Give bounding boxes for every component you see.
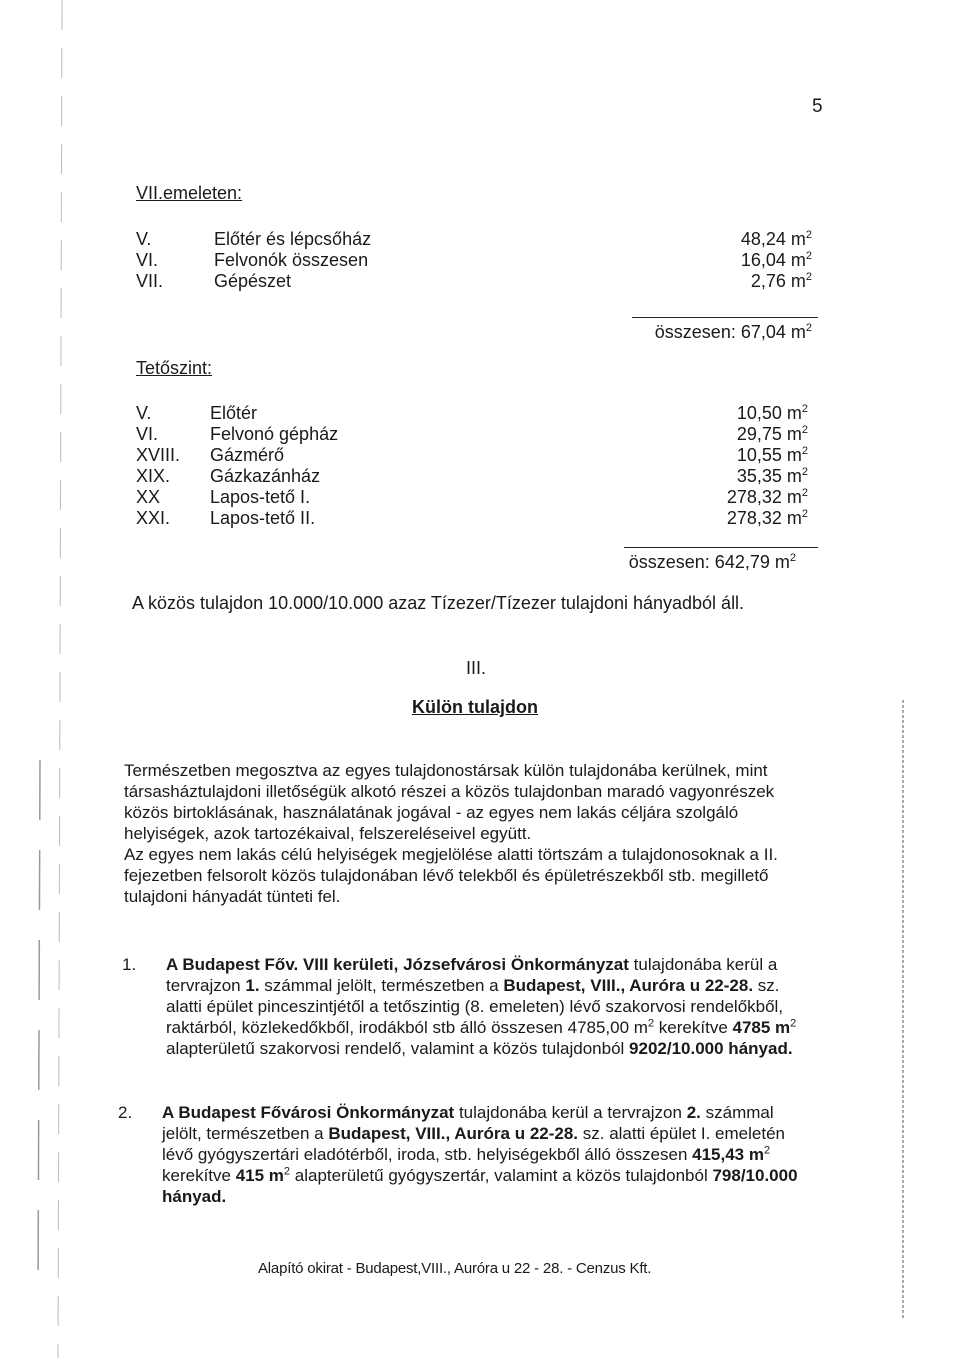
body-paragraph [124, 760, 810, 907]
ownership-item [118, 1102, 812, 1212]
floor7-total: összesen: 67,04 $m^2$ [654, 322, 812, 342]
scan-edge-artifact [0, 0, 70, 1358]
row-value: 2,76 $m^2$ [750, 271, 812, 291]
page-number: 5 [812, 96, 823, 117]
row-value: 35,35 $m^2$ [736, 466, 808, 486]
ownership-item [122, 954, 812, 1084]
page-footer: Alapító okirat - Budapest,VIII., Auróra u 22 - 28. - Cenzus Kft. [258, 1260, 652, 1277]
row-name: Lapos-tető II. [210, 508, 316, 528]
row-value: 48,24 $m^2$ [740, 229, 812, 249]
floor7-title: VII.emeleten: [136, 183, 243, 203]
roof-title: Tetőszint: [136, 358, 213, 378]
row-value: 29,75 $m^2$ [736, 424, 808, 444]
row-number: V. [136, 229, 152, 249]
row-number: XIX. [136, 466, 171, 486]
row-number: VII. [136, 271, 164, 291]
row-value: 278,32 $m^2$ [726, 508, 808, 528]
row-number: XXI. [136, 508, 171, 528]
section-number: III. [466, 658, 487, 678]
item-text: A Budapest Fővárosi Önkormányzat tulajdonába kerül a tervrajzon 2. számmal jelölt, természetben a Budapest, VIII., Auróra u 22-28. sz. alatti épület I. emeletén lévő gyógyszertári eladótérből, iroda, stb. helyiségekből álló összesen 415,43 $m^2$ kerekítve 415 $m^2$ alapterületű gyógyszertár, valamint a közös tulajdonból 798/10.000 hányad. [162, 1103, 798, 1206]
row-name: Gázmérő [210, 445, 285, 465]
row-name: Gépészet [214, 271, 292, 291]
row-number: VI. [136, 250, 159, 270]
row-name: Előtér [210, 403, 258, 423]
row-number: V. [136, 403, 152, 423]
row-name: Felvonók összesen [214, 250, 369, 270]
section-heading: Külön tulajdon [412, 697, 538, 717]
total-rule [632, 317, 818, 318]
row-name: Gázkazánház [210, 466, 321, 486]
row-value: 10,50 $m^2$ [736, 403, 808, 423]
row-number: XVIII. [136, 445, 181, 465]
paragraph-text: Természetben megosztva az egyes tulajdonostársak külön tulajdonába kerülnek, mint társasháztulajdoni illetőségük alkotó részei a közös tulajdonban maradó vagyonrészek közös birtoklásának, használatának jogával - az egyes nem lakás céljára szolgáló helyiségek, azok tartozékaival, felszereléseivel együtt. [124, 761, 775, 843]
item-marker: 2. [118, 1103, 133, 1122]
row-number: XX [136, 487, 161, 507]
scan-edge-artifact [898, 700, 908, 1320]
row-name: Előtér és lépcsőház [214, 229, 372, 249]
item-text: A Budapest Főv. VIII kerületi, Józsefvárosi Önkormányzat tulajdonába kerül a tervrajzon 1. számmal jelölt, természetben a Budapest, VIII., Auróra u 22-28. sz. alatti épület pinceszintjétől a tetőszintig (8. emeleten) lévő szakorvosi rendelőkből, raktárból, közlekedőkből, irodákból stb álló összesen 4785,00 $m^2$ kerekítve 4785 $m^2$ alapterületű szakorvosi rendelő, valamint a közös tulajdonból 9202/10.000 hányad. [166, 955, 797, 1058]
common-share-statement: A közös tulajdon 10.000/10.000 azaz Tízezer/Tízezer tulajdoni hányadból áll. [132, 593, 745, 613]
row-value: 278,32 $m^2$ [726, 487, 808, 507]
total-rule [624, 547, 818, 548]
row-value: 16,04 $m^2$ [740, 250, 812, 270]
row-number: VI. [136, 424, 159, 444]
item-marker: 1. [122, 955, 137, 974]
row-name: Lapos-tető I. [210, 487, 311, 507]
row-value: 10,55 $m^2$ [736, 445, 808, 465]
paragraph-text: Az egyes nem lakás célú helyiségek megjelölése alatti törtszám a tulajdonosoknak a II. fejezetben felsorolt közös tulajdonában lévő telekből és épületrészekből stb. megillető tulajdoni hányadát tünteti fel. [124, 845, 778, 906]
row-name: Felvonó gépház [210, 424, 339, 444]
roof-total: összesen: 642,79 $m^2$ [628, 552, 796, 572]
